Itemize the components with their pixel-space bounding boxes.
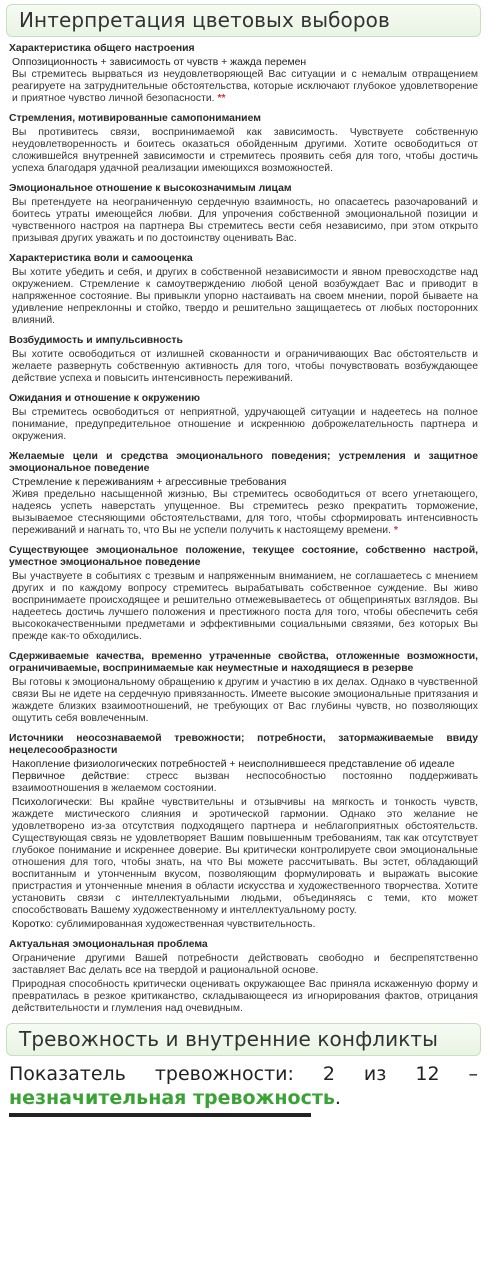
section-title: Стремления, мотивированные самопониманием xyxy=(9,113,261,124)
section-title: Характеристика воли и самооценка xyxy=(9,253,193,264)
section-paragraph: Вы хотите убедить и себя, и других в собственной независимости и явном превосходстве над окружением. Стремление к самоутверждению любой ценой возбуждает Вас и приводит в напряженное состояние. Вы привыкли упорно настаивать на своем мнении, порой бываете на удивление непреклонны и стойко, твердо и решительно защищаетесь от любых посторонних влияний. xyxy=(12,267,478,326)
page-title-banner xyxy=(6,4,481,37)
section-paragraph: Вы претендуете на неограниченную сердечную взаимность, но опасаетесь разочарований и боитесь утраты имеющейся любви. Для упрочения собственной эмоциональной позиции и чувственного настроя на партнера Вы стремитесь вести себя независимо, при этом открыто призывая других уважать и по достоинству оценивать Вас. xyxy=(12,197,478,244)
section-title: Источники неосознаваемой тревожности; потребности, затормаживаемые ввиду нецелесообразности xyxy=(9,733,478,756)
section-paragraph: Вы хотите освободиться от излишней скованности и ограничивающих Вас обстоятельств и желаете развернуть собственную активность для того, чтобы почувствовать возбуждающее действие успеха и повысить интенсивность переживаний. xyxy=(12,349,478,384)
section-anxiety-sources xyxy=(9,733,478,931)
section-title: Сдерживаемые качества, временно утраченные свойства, отложенные возможности, ограничиваемые, воспринимаемые как неуместные и находящиеся в резерве xyxy=(9,651,478,674)
section-desired-goals xyxy=(9,451,478,537)
anxiety-level: незначительная тревожность xyxy=(9,1087,335,1109)
section-expectations xyxy=(9,393,478,443)
section-excitability xyxy=(9,335,478,385)
star-marker: * xyxy=(393,525,398,536)
section-title: Эмоциональное отношение к высокозначимым лицам xyxy=(9,183,292,194)
section-subtitle: Оппозиционность + зависимость от чувств + жажда перемен xyxy=(12,57,307,68)
section-title: Характеристика общего настроения xyxy=(9,43,195,54)
section-paragraph: Первичное действие: стресс вызван неспособностью постоянно поддерживать взаимоотношения в желаемом состоянии. xyxy=(12,771,478,794)
section-paragraph: Коротко: сублимированная художественная чувствительность. xyxy=(12,919,316,930)
section-paragraph: Вы готовы к эмоциональному обращению к другим и участию в их делах. Однако в чувственной связи Вы не идете на сердечную привязанность. Имеете высокие эмоциональные притязания и жаждете близких взаимоотношений, не требующих от Вас глубины чувств, но позволяющих ощутить себя вовлеченным. xyxy=(12,677,478,724)
section-paragraph: Живя предельно насыщенной жизнью, Вы стремитесь освободиться от всего угнетающего, надеясь успеть наверстать упущенное. Вы стремитесь резко прекратить торможение, вызываемое стесняющими обстоятельствами, для того, чтобы сформировать интенсивность переживаний и нагнать то, что Вы не успели получить к настоящему времени. * xyxy=(12,489,478,536)
section-paragraph: Психологически: Вы крайне чувствительны и отзывчивы на мягкость и тонкость чувств, жаждете мистического слияния и эротической гармонии. Однако это желание не удовлетворено из-за отсутствия подходящего партнера и неблагоприятных обстоятельств. Существующая связь не удовлетворяет Вашим повышенным требованиям, так как отсутствует глубокое понимание и искреннее доверие. Вы критически контролируете свои эмоциональные отношения для того, чтобы знать, на что Вы можете рассчитывать. Вы эстет, обладающий воспитанным и утонченным вкусом, позволяющим формулировать и выражать высокие пристрастия и утонченные мнения в области искусства и художественного творчества. Хотите установить связи с интеллектуальными людьми, объединяясь с теми, кто может способствовать Вашему художественному и интеллектуальному росту. xyxy=(12,797,478,916)
section-paragraph: Ограничение другими Вашей потребности действовать свободно и беспрепятственно заставляет Вас делать все на твердой и рациональной основе. xyxy=(12,953,478,976)
anxiety-title: Тревожность и внутренние конфликты xyxy=(19,1027,439,1051)
anxiety-suffix: . xyxy=(334,1087,341,1109)
page-title: Интерпретация цветовых выборов xyxy=(19,8,390,32)
section-subtitle: Накопление физиологических потребностей + неисполнившееся представление об идеале xyxy=(12,759,455,770)
anxiety-score xyxy=(0,1062,487,1110)
section-title: Возбудимость и импульсивность xyxy=(9,335,183,346)
section-paragraph: Вы стремитесь вырваться из неудовлетворяющей Вас ситуации и с немалым отвращением реагируете на затруднительные обстоятельства, которые исключают глубокое удовлетворение и приятное чувство личной безопасности. ** xyxy=(12,69,478,104)
section-emotional-attitude xyxy=(9,183,478,245)
section-title: Желаемые цели и средства эмоционального поведения; устремления и защитное эмоциональное поведение xyxy=(9,451,478,474)
section-paragraph: Природная способность критически оценивать окружающее Вас приняла искаженную форму и превратилась в резкое критиканство, складывающееся из игнорирования фактов, отрицания действительности и глумления над очевидным. xyxy=(12,979,478,1014)
section-subtitle: Стремление к переживаниям + агрессивные требования xyxy=(12,477,287,488)
section-actual-problem xyxy=(9,939,478,1015)
anxiety-score-prefix: Показатель тревожности: 2 из 12 – xyxy=(9,1063,478,1085)
section-paragraph: Вы участвуете в событиях с трезвым и напряженным вниманием, не соглашаетесь с мнением других и по каждому вопросу стремитесь вырабатывать собственное суждение. Вы живо воспринимаете происходящее и решительно отмежевываетесь от общепринятых взглядов. Вы надеетесь достичь лучшего положения и престижного поста для того, чтобы обеспечить себя высококачественными предметами и эффективными социальными связями, без которых Вы прежде как-то обходились. xyxy=(12,571,478,642)
star-marker: ** xyxy=(217,93,226,104)
section-aspirations xyxy=(9,113,478,175)
interpretation-content xyxy=(0,43,487,1015)
section-current-state xyxy=(9,545,478,643)
section-title: Существующее эмоциональное положение, текущее состояние, собственно настрой, уместное эмоциональное поведение xyxy=(9,545,478,568)
section-title: Актуальная эмоциональная проблема xyxy=(9,939,208,950)
section-paragraph: Вы противитесь связи, воспринимаемой как зависимость. Чувствуете собственную неудовлетворенность и боитесь оказаться обойденным другими. Хотите освободиться от сложившейся внутренней зависимости и стремитесь проявить себя для того, чтобы достичь успеха благодаря удачной реализации имеющихся возможностей. xyxy=(12,127,478,174)
section-general-mood xyxy=(9,43,478,105)
cut-off-text-line xyxy=(9,1113,311,1117)
section-will xyxy=(9,253,478,327)
section-restrained-qualities xyxy=(9,651,478,725)
section-title: Ожидания и отношение к окружению xyxy=(9,393,200,404)
section-paragraph: Вы стремитесь освободиться от неприятной, удручающей ситуации и надеетесь на полное понимание, предупредительное отношение и искреннюю доброжелательность партнера и окружения. xyxy=(12,407,478,442)
anxiety-title-banner xyxy=(6,1023,481,1056)
